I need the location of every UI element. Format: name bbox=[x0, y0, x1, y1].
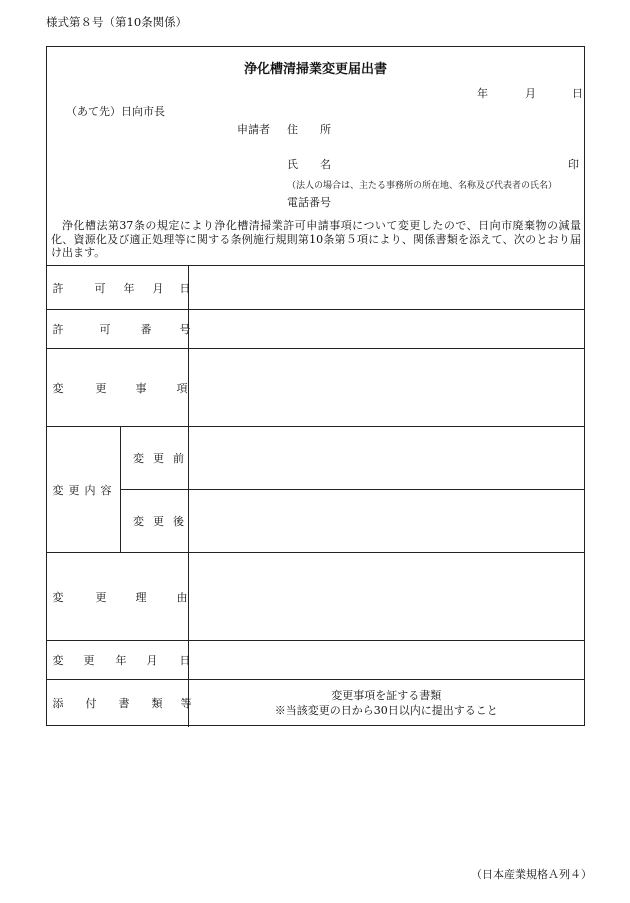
label-char: 由 bbox=[176, 590, 188, 604]
phone-label: 電話番号 bbox=[287, 196, 331, 209]
seal-mark: 印 bbox=[568, 158, 579, 171]
label-char: 年 bbox=[123, 281, 135, 295]
label-char: 類 bbox=[151, 697, 163, 711]
field-after[interactable] bbox=[188, 490, 584, 553]
label-char: 書 bbox=[118, 697, 130, 711]
applicant-label: 申請者 bbox=[237, 123, 270, 136]
label-char: 番 bbox=[140, 323, 152, 336]
form-table bbox=[47, 265, 584, 727]
label-char: 年 bbox=[115, 654, 127, 667]
label-char: 添 bbox=[52, 697, 64, 711]
label-char: 変 bbox=[52, 381, 64, 395]
label-char: 可 bbox=[94, 281, 106, 295]
addressee: （あて先）日向市長 bbox=[66, 105, 165, 118]
label-char: 日 bbox=[179, 654, 191, 667]
label-char: 変 bbox=[52, 483, 64, 497]
row-permit-date bbox=[47, 266, 584, 310]
row-change-after bbox=[47, 490, 584, 553]
label-char: 月 bbox=[146, 654, 158, 667]
address-label: 住 所 bbox=[287, 123, 331, 136]
label-char: 前 bbox=[173, 452, 184, 465]
form-header bbox=[47, 47, 584, 265]
date-year-label: 年 bbox=[477, 87, 488, 100]
form-title: 浄化槽清掃業変更届出書 bbox=[243, 62, 387, 77]
field-change-item[interactable] bbox=[188, 349, 584, 427]
row-change-reason bbox=[47, 553, 584, 641]
paper-size-note: （日本産業規格Ａ列４） bbox=[471, 868, 592, 881]
field-before[interactable] bbox=[188, 427, 584, 490]
label-char: 付 bbox=[85, 697, 97, 711]
label-char: 変 bbox=[52, 590, 64, 604]
date-day-label: 日 bbox=[572, 87, 583, 100]
label-char: 更 bbox=[83, 654, 95, 667]
label-char: 日 bbox=[179, 281, 191, 295]
label-char: 事 bbox=[135, 381, 147, 395]
label-char: 号 bbox=[179, 323, 191, 336]
name-label-2: 名 bbox=[320, 158, 331, 171]
label-char: 容 bbox=[100, 483, 112, 497]
label-char: 変 bbox=[133, 515, 144, 528]
row-permit-number bbox=[47, 310, 584, 349]
label-char: 可 bbox=[99, 323, 111, 336]
date-month-label: 月 bbox=[525, 87, 536, 100]
row-change-date bbox=[47, 641, 584, 680]
row-change-before bbox=[47, 427, 584, 490]
label-char: 等 bbox=[180, 697, 192, 711]
label-char: 許 bbox=[52, 323, 64, 336]
label-char: 更 bbox=[153, 452, 164, 465]
label-char: 内 bbox=[84, 483, 96, 497]
field-change-date[interactable] bbox=[188, 641, 584, 680]
label-char: 更 bbox=[68, 483, 80, 497]
form-frame bbox=[46, 46, 585, 726]
attachments-line-2: ※当該変更の日から30日以内に提出すること bbox=[274, 704, 498, 718]
label-char: 変 bbox=[52, 654, 64, 667]
body-text: 浄化槽法第37条の規定により浄化槽清掃業許可申請事項について変更したので、日向市廃棄物の減量化、資源化及び適正処理等に関する条例施行規則第10条第５項により、関係書類を添えて、次のとおり届け出ます。 bbox=[51, 219, 581, 259]
field-permit-number[interactable] bbox=[188, 310, 584, 349]
form-id: 様式第８号（第10条関係） bbox=[46, 15, 188, 29]
label-char: 更 bbox=[95, 590, 107, 604]
row-change-item bbox=[47, 349, 584, 427]
field-permit-date[interactable] bbox=[188, 266, 584, 310]
attachments-info bbox=[188, 680, 584, 727]
attachments-line-1: 変更事項を証する書類 bbox=[331, 689, 442, 703]
label-char: 更 bbox=[153, 515, 164, 528]
label-char: 理 bbox=[135, 590, 147, 604]
label-char: 変 bbox=[133, 452, 144, 465]
corporation-note: （法人の場合は、主たる事務所の所在地、名称及び代表者の氏名） bbox=[287, 181, 558, 191]
row-attachments bbox=[47, 680, 584, 727]
label-char: 項 bbox=[176, 381, 188, 395]
field-change-reason[interactable] bbox=[188, 553, 584, 641]
name-label-1: 氏 bbox=[287, 158, 298, 171]
label-char: 許 bbox=[52, 281, 64, 295]
label-char: 月 bbox=[152, 281, 164, 295]
label-char: 後 bbox=[173, 515, 184, 528]
label-char: 更 bbox=[95, 381, 107, 395]
